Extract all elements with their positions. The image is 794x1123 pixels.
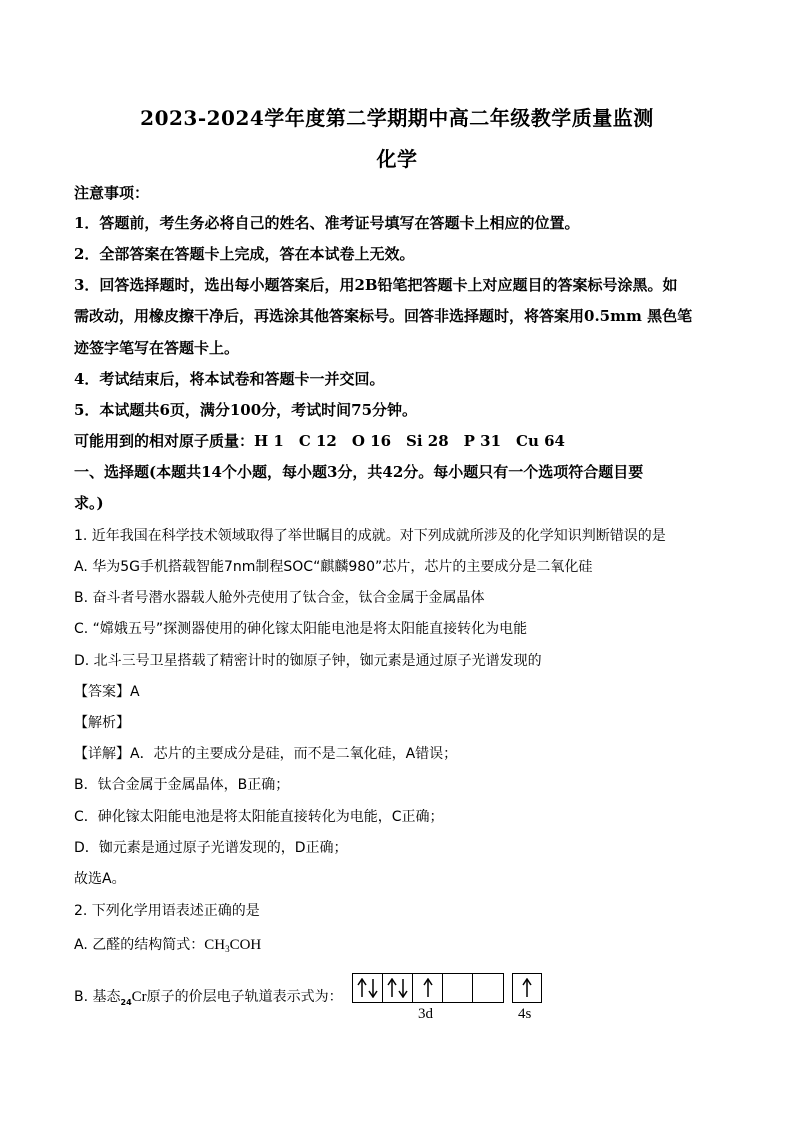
notice-item-3-end: 迹签字笔写在答题卡上。	[74, 339, 240, 357]
notice-item-3-cont: 需改动，用橡皮擦干净后，再选涂其他答案标号。回答非选择题时，将答案用0.5mm 黑色笔	[74, 307, 693, 325]
formula-part-1: CH	[204, 937, 226, 953]
spin-up-arrow-icon	[357, 978, 367, 998]
orbital-box-single	[513, 974, 541, 1002]
orbital-box-paired	[353, 974, 383, 1002]
section-heading-cont: 求。)	[74, 494, 104, 512]
orbital-3d-label: 3d	[418, 1006, 433, 1022]
question-2-stem: 2. 下列化学用语表述正确的是	[74, 903, 260, 919]
atomic-number: 24	[120, 998, 132, 1007]
option-b-prefix: B. 基态	[74, 989, 121, 1005]
question-1-stem: 1. 近年我国在科学技术领域取得了举世瞩目的成就。对下列成就所涉及的化学知识判断错误的是	[74, 528, 666, 544]
question-1-answer: 【答案】A	[74, 684, 140, 700]
formula-subscript: 3	[225, 944, 230, 954]
formula-part-2: COH	[229, 937, 262, 953]
acetaldehyde-formula	[204, 937, 261, 953]
notice-item-4: 4．考试结束后，将本试卷和答题卡一并交回。	[74, 370, 385, 388]
orbital-3d-diagram	[352, 973, 504, 1003]
orbital-4s-label: 4s	[518, 1006, 532, 1022]
question-1-conclusion: 故选A。	[74, 871, 126, 887]
question-1-option-c: C. “嫦娥五号”探测器使用的砷化镓太阳能电池是将太阳能直接转化为电能	[74, 621, 528, 637]
option-a-text: A. 乙醛的结构简式：	[74, 937, 205, 953]
question-1-detail-4: D．铷元素是通过原子光谱发现的，D正确；	[74, 840, 348, 856]
notice-item-2: 2．全部答案在答题卡上完成，答在本试卷上无效。	[74, 245, 415, 263]
spin-down-arrow-icon	[398, 978, 408, 998]
orbital-box-paired	[383, 974, 413, 1002]
spin-up-arrow-icon	[387, 978, 397, 998]
orbital-box-single	[413, 974, 443, 1002]
notice-item-1: 1．答题前，考生务必将自己的姓名、准考证号填写在答题卡上相应的位置。	[74, 214, 580, 232]
question-2-option-b	[74, 986, 343, 1007]
option-b-suffix: 原子的价层电子轨道表示式为：	[146, 989, 343, 1005]
question-1-detail-3: C．砷化镓太阳能电池是将太阳能直接转化为电能，C正确；	[74, 809, 444, 825]
notice-item-5: 5．本试题共6页，满分100分，考试时间75分钟。	[74, 401, 418, 419]
section-heading: 一、选择题(本题共14个小题，每小题3分，共42分。每小题只有一个选项符合题目要	[74, 463, 644, 481]
orbital-box-empty	[473, 974, 503, 1002]
orbital-4s-diagram	[512, 973, 542, 1003]
question-1-detail-1: 【详解】A．芯片的主要成分是硅，而不是二氧化硅，A错误；	[74, 746, 458, 762]
atomic-masses: 可能用到的相对原子质量：H 1 C 12 O 16 Si 28 P 31 Cu 64	[74, 432, 565, 450]
element-symbol: Cr	[131, 989, 147, 1005]
question-1-option-b: B. 奋斗者号潜水器载人舱外壳使用了钛合金，钛合金属于金属晶体	[74, 590, 485, 606]
exam-title: 2023-2024学年度第二学期期中高二年级教学质量监测	[140, 106, 654, 130]
question-1-detail-2: B．钛合金属于金属晶体，B正确；	[74, 777, 290, 793]
spin-down-arrow-icon	[368, 978, 378, 998]
question-2-option-a	[74, 934, 261, 954]
question-1-option-d: D. 北斗三号卫星搭载了精密计时的铷原子钟，铷元素是通过原子光谱发现的	[74, 653, 542, 669]
orbital-box-empty	[443, 974, 473, 1002]
question-1-analysis-label: 【解析】	[74, 715, 130, 731]
spin-up-arrow-icon	[423, 978, 433, 998]
question-1-option-a: A. 华为5G手机搭载智能7nm制程SOC“麒麟980”芯片，芯片的主要成分是二氧化硅	[74, 559, 593, 575]
subject-title: 化学	[376, 147, 418, 171]
spin-up-arrow-icon	[522, 978, 532, 998]
notice-item-3: 3．回答选择题时，选出每小题答案后，用2B铅笔把答题卡上对应题目的答案标号涂黑。如	[74, 276, 678, 294]
notice-heading: 注意事项：	[74, 184, 150, 202]
